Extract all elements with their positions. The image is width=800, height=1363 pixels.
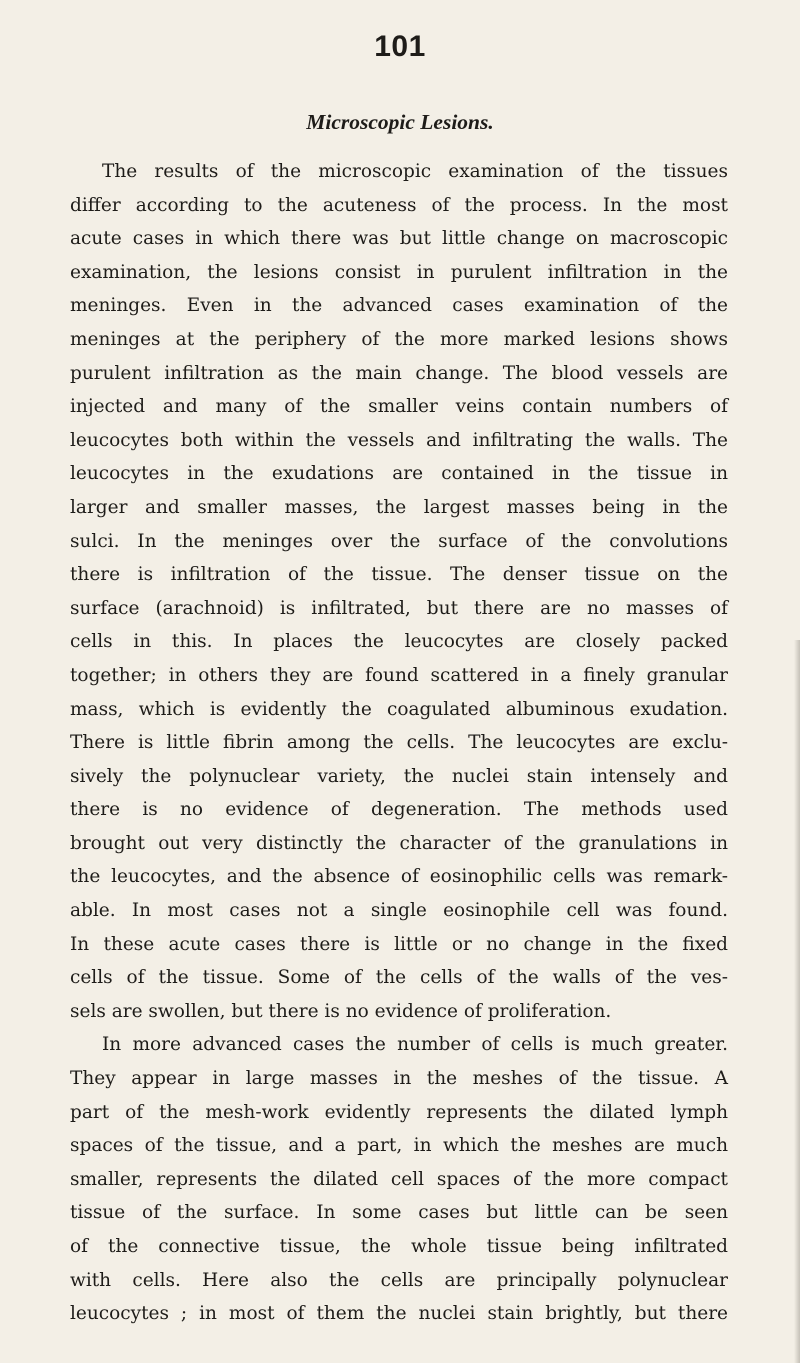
text-line: larger and smaller masses, the largest masses being in the <box>70 496 728 518</box>
text-line: There is little fibrin among the cells. The leucocytes are exclu- <box>70 732 728 754</box>
text-line: able. In most cases not a single eosinophile cell was found. <box>70 900 728 922</box>
text-line: leucocytes both within the vessels and infiltrating the walls. The <box>70 429 728 451</box>
text-line: smaller, represents the dilated cell spaces of the more compact <box>70 1168 728 1190</box>
text-line: there is no evidence of degeneration. The methods used <box>70 799 728 821</box>
text-line: sulci. In the meninges over the surface of the convolutions <box>70 530 728 552</box>
text-line: cells in this. In places the leucocytes are closely packed <box>70 631 728 653</box>
text-line: spaces of the tissue, and a part, in which the meshes are much <box>70 1135 728 1157</box>
text-line: differ according to the acuteness of the process. In the most <box>70 194 728 216</box>
text-line: tissue of the surface. In some cases but little can be seen <box>70 1202 728 1224</box>
page-number: 101 <box>374 30 426 63</box>
text-line: sels are swollen, but there is no evidence of proliferation. <box>70 1000 612 1022</box>
text-line: meninges. Even in the advanced cases examination of the <box>70 295 728 317</box>
text-line: In these acute cases there is little or no change in the fixed <box>70 933 728 955</box>
text-line: with cells. Here also the cells are principally polynuclear <box>70 1269 728 1291</box>
text-line: injected and many of the smaller veins contain numbers of <box>70 396 728 418</box>
text-line: of the connective tissue, the whole tissue being infiltrated <box>70 1236 728 1257</box>
paragraph <box>70 1028 728 1330</box>
text-line: part of the mesh-work evidently represents the dilated lymph <box>70 1101 728 1123</box>
text-line: leucocytes in the exudations are contained in the tissue in <box>70 463 728 485</box>
text-line: mass, which is evidently the coagulated albuminous exudation. <box>70 698 728 720</box>
text-line: the leucocytes, and the absence of eosinophilic cells was remark- <box>70 866 728 888</box>
text-line: The results of the microscopic examination of the tissues <box>102 161 728 182</box>
text-line: sively the polynuclear variety, the nuclei stain intensely and <box>70 765 728 787</box>
section-heading: Microscopic Lesions. <box>306 110 494 134</box>
text-line: examination, the lesions consist in purulent infiltration in the <box>70 261 728 283</box>
text-line: In more advanced cases the number of cells is much greater. <box>102 1034 728 1056</box>
text-line: leucocytes ; in most of them the nuclei stain brightly, but there <box>70 1303 728 1325</box>
text-line: acute cases in which there was but little change on macroscopic <box>70 228 728 250</box>
paragraph <box>70 155 728 1028</box>
text-line: They appear in large masses in the meshes of the tissue. A <box>70 1068 728 1090</box>
text-line: meninges at the periphery of the more marked lesions shows <box>70 328 728 350</box>
text-line: together; in others they are found scattered in a finely granular <box>70 664 728 686</box>
text-line: there is infiltration of the tissue. The denser tissue on the <box>70 564 728 586</box>
text-line: purulent infiltration as the main change. The blood vessels are <box>70 362 728 384</box>
text-line: cells of the tissue. Some of the cells of the walls of the ves- <box>70 967 728 989</box>
page-binding-edge <box>794 640 800 1363</box>
text-line: brought out very distinctly the character of the granulations in <box>70 832 728 854</box>
body-text <box>70 155 728 1331</box>
text-line: surface (arachnoid) is infiltrated, but there are no masses of <box>70 597 728 619</box>
